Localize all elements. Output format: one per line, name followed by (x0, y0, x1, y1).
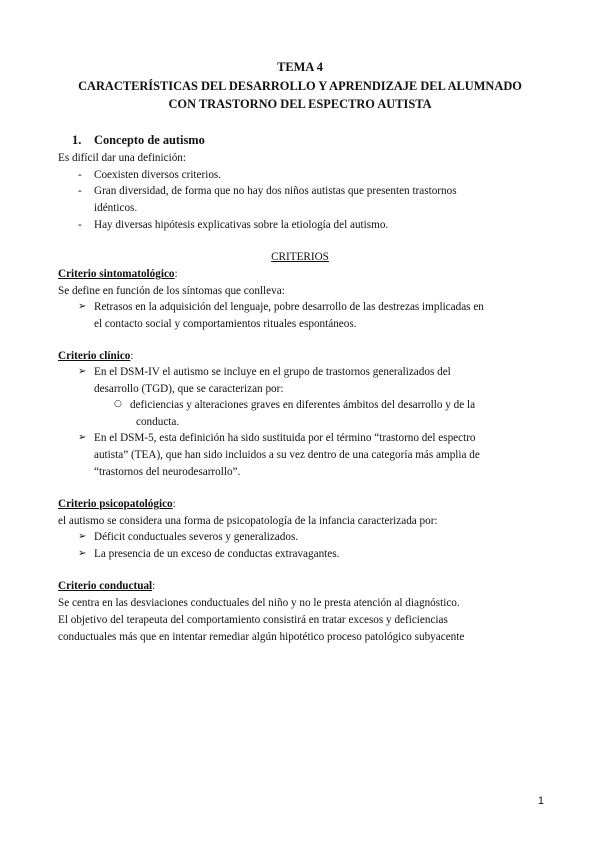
document-title (40, 58, 560, 114)
tema-label: TEMA 4 (277, 60, 323, 74)
section-number: 1. (72, 133, 82, 147)
list-item: Coexisten diversos criterios. (94, 169, 222, 181)
arrow-bullet-icon: ➢ (78, 366, 87, 377)
paragraph-line: El objetivo del terapeuta del comportamiento consistirá en tratar excesos y deficiencias (58, 614, 448, 626)
arrow-bullet-icon: ➢ (78, 301, 87, 312)
dash-bullet: - (78, 219, 82, 231)
criterion-label: Criterio sintomatológico (58, 268, 175, 280)
paragraph-line: conductuales más que en intentar remediar algún hipotético proceso patológico subyacente (58, 631, 465, 643)
arrow-bullet-icon: ➢ (78, 548, 87, 559)
page-number: 1 (537, 795, 544, 807)
criterion-colon: : (174, 268, 178, 280)
criterion-intro: el autismo se considera una forma de psicopatología de la infancia caracterizada por: (58, 515, 438, 527)
criterion-colon: : (152, 580, 156, 592)
section-intro: Es difícil dar una definición: (58, 152, 186, 164)
title-line-1: CARACTERÍSTICAS DEL DESARROLLO Y APRENDIZAJE DEL ALUMNADO (78, 78, 522, 93)
list-item-continuation: “trastornos del neurodesarrollo”. (94, 466, 241, 478)
sub-list-item-continuation: conducta. (136, 416, 180, 428)
circle-bullet-icon: ○ (114, 399, 122, 409)
criterion-psicopatologico (58, 497, 176, 512)
list-item-continuation: el contacto social y comportamientos rituales espontáneos. (94, 318, 357, 330)
list-item: En el DSM-IV el autismo se incluye en el grupo de trastornos generalizados del (94, 366, 451, 378)
list-item: Hay diversas hipótesis explicativas sobre la etiología del autismo. (94, 219, 389, 231)
list-item: Déficit conductuales severos y generalizados. (94, 531, 299, 543)
title-line-2: CON TRASTORNO DEL ESPECTRO AUTISTA (168, 97, 432, 111)
section-heading: Concepto de autismo (94, 133, 205, 147)
criterion-sintomatologico (58, 267, 178, 282)
sub-list-item: deficiencias y alteraciones graves en diferentes ámbitos del desarrollo y de la (130, 399, 476, 411)
criterion-intro: Se define en función de los síntomas que conlleva: (58, 285, 285, 297)
list-item: En el DSM-5, esta definición ha sido sustituida por el término “trastorno del espectro (94, 432, 476, 444)
criterion-clinico (58, 349, 134, 364)
list-item-continuation: desarrollo (TGD), que se caracterizan por: (94, 383, 284, 395)
criterion-colon: : (172, 498, 176, 510)
paragraph-line: Se centra en las desviaciones conductuales del niño y no le presta atención al diagnóstico. (58, 597, 460, 609)
arrow-bullet-icon: ➢ (78, 432, 87, 443)
criterion-label: Criterio clínico (58, 350, 131, 362)
arrow-bullet-icon: ➢ (78, 531, 87, 542)
list-item-continuation: autista” (TEA), que han sido incluidos a su vez dentro de una categoría más amplia de (94, 449, 480, 461)
dash-bullet: - (78, 185, 82, 197)
list-item: La presencia de un exceso de conductas extravagantes. (94, 548, 340, 560)
criterion-label: Criterio psicopatológico (58, 498, 173, 510)
criterion-conductual (58, 579, 155, 594)
list-item-continuation: idénticos. (94, 202, 138, 214)
criterios-heading: CRITERIOS (271, 251, 329, 263)
dash-bullet: - (78, 169, 82, 181)
criterion-colon: : (130, 350, 134, 362)
criterion-label: Criterio conductual (58, 580, 153, 592)
list-item: Gran diversidad, de forma que no hay dos niños autistas que presenten trastornos (94, 185, 457, 197)
list-item: Retrasos en la adquisición del lenguaje, pobre desarrollo de las destrezas implicadas en (94, 301, 484, 313)
